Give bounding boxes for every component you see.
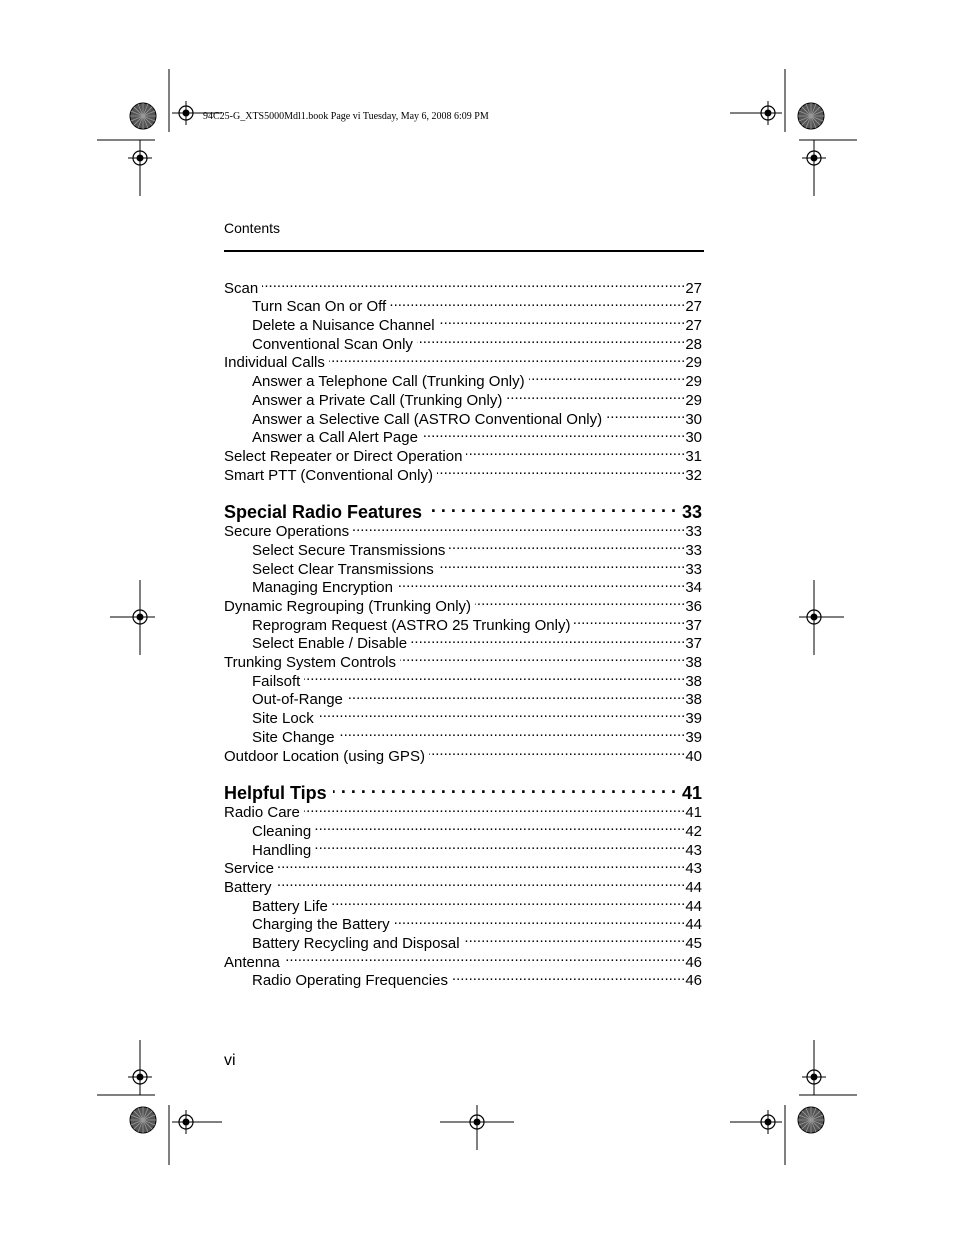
table-of-contents <box>224 274 702 990</box>
toc-entry-title: Radio Care <box>224 804 300 822</box>
toc-entry-title: Individual Calls <box>224 354 325 372</box>
toc-page-number: 27 <box>685 279 702 297</box>
toc-entry-title: Site Change <box>252 728 335 746</box>
dot-leader <box>475 592 685 611</box>
dot-leader <box>529 367 686 386</box>
toc-page-number: 44 <box>685 897 702 915</box>
toc-page-number: 27 <box>685 317 702 335</box>
dot-leader <box>353 518 685 537</box>
toc-page-number: 34 <box>685 579 702 597</box>
toc-page-number: 30 <box>685 429 702 447</box>
dot-leader <box>284 948 685 967</box>
dot-leader <box>397 574 685 593</box>
dot-leader <box>276 873 686 892</box>
dot-leader <box>438 555 686 574</box>
toc-page-number: 33 <box>685 523 702 541</box>
toc-page-number: 39 <box>685 728 702 746</box>
toc-page-number: 36 <box>685 598 702 615</box>
print-slug: 94C25-G_XTS5000Mdl1.book Page vi Tuesday, May 6, 2008 6:09 PM <box>203 111 489 122</box>
toc-entry-title: Radio Operating Frequencies <box>252 972 448 990</box>
toc-entry <box>224 892 702 915</box>
toc-entry-title: Site Lock <box>252 710 314 728</box>
dot-leader <box>347 686 685 705</box>
dot-leader <box>429 742 685 761</box>
toc-entry <box>224 873 702 896</box>
toc-chapter-heading <box>224 496 702 522</box>
toc-entry-title: Answer a Private Call (Trunking Only) <box>252 391 503 409</box>
toc-entry-title: Answer a Call Alert Page <box>252 429 418 447</box>
dot-leader <box>506 386 685 405</box>
toc-entry-title: Conventional Scan Only <box>252 335 413 353</box>
toc-entry <box>224 948 702 971</box>
toc-page-number: 29 <box>685 373 702 391</box>
toc-entry-title: Answer a Selective Call (ASTRO Conventional Only) <box>252 410 603 428</box>
dot-leader <box>304 667 685 686</box>
dot-leader <box>315 817 685 836</box>
toc-page-number: 46 <box>685 953 702 971</box>
toc-page-number: 44 <box>685 878 702 896</box>
toc-entry-title: Select Repeater or Direct Operation <box>224 447 463 465</box>
toc-page-number: 33 <box>681 501 702 522</box>
toc-page-number: 43 <box>685 841 702 859</box>
toc-entry-title: Battery <box>224 878 272 896</box>
dot-leader <box>400 648 685 667</box>
toc-entry-title: Cleaning <box>252 822 312 840</box>
toc-entry-title: Service <box>224 860 275 878</box>
toc-entry-title: Antenna <box>224 953 280 971</box>
toc-page-number: 39 <box>685 710 702 728</box>
toc-entry-title: Special Radio Features <box>224 501 423 522</box>
dot-leader <box>464 929 686 948</box>
toc-page-number: 38 <box>685 672 702 690</box>
toc-page-number: 37 <box>685 616 702 634</box>
toc-entry-title: Charging the Battery <box>252 916 390 934</box>
toc-entry-title: Scan <box>224 279 259 297</box>
toc-page-number: 41 <box>681 782 702 803</box>
toc-entry-title: Out-of-Range <box>252 691 343 709</box>
toc-page-number: 27 <box>685 298 702 316</box>
dot-leader <box>452 967 685 986</box>
toc-entry-title: Helpful Tips <box>224 782 327 803</box>
dot-leader <box>466 442 685 461</box>
toc-entry-title: Secure Operations <box>224 523 350 541</box>
header-rule <box>224 250 704 252</box>
toc-entry-title: Smart PTT (Conventional Only) <box>224 466 433 484</box>
toc-page-number: 38 <box>685 691 702 709</box>
toc-entry <box>224 855 702 878</box>
toc-entry-title: Dynamic Regrouping (Trunking Only) <box>224 598 472 615</box>
toc-entry-title: Select Secure Transmissions <box>252 541 446 559</box>
toc-entry-title: Turn Scan On or Off <box>252 298 387 316</box>
toc-entry <box>224 274 702 297</box>
toc-entry-title: Select Enable / Disable <box>252 635 408 653</box>
page-number: vi <box>224 1052 236 1069</box>
dot-leader <box>428 496 682 518</box>
dot-leader <box>449 536 685 555</box>
dot-leader <box>333 777 682 799</box>
dot-leader <box>318 704 686 723</box>
toc-page-number: 44 <box>685 916 702 934</box>
dot-leader <box>278 855 685 874</box>
dot-leader <box>315 836 685 855</box>
toc-page-number: 42 <box>685 822 702 840</box>
dot-leader <box>304 799 685 818</box>
toc-entry-title: Battery Recycling and Disposal <box>252 935 460 952</box>
toc-entry-title: Trunking System Controls <box>224 654 397 672</box>
toc-chapter-heading <box>224 777 702 803</box>
dot-leader <box>417 330 685 349</box>
dot-leader <box>332 892 685 911</box>
toc-entry-title: Battery Life <box>252 897 328 915</box>
dot-leader <box>394 911 686 930</box>
toc-entry-title: Answer a Telephone Call (Trunking Only) <box>252 373 525 391</box>
toc-entry-title: Failsoft <box>252 672 301 690</box>
toc-page-number: 45 <box>685 935 702 952</box>
toc-entry-title: Handling <box>252 841 312 859</box>
toc-page-number: 32 <box>685 466 702 484</box>
toc-page-number: 46 <box>685 972 702 990</box>
toc-page-number: 28 <box>685 335 702 353</box>
toc-entry-title: Select Clear Transmissions <box>252 560 434 578</box>
dot-leader <box>437 461 685 480</box>
toc-page-number: 29 <box>685 354 702 372</box>
toc-entry <box>224 967 702 990</box>
dot-leader <box>390 293 685 312</box>
toc-page-number: 41 <box>685 804 702 822</box>
dot-leader <box>439 311 686 330</box>
toc-page-number: 37 <box>685 635 702 653</box>
toc-page-number: 31 <box>685 447 702 465</box>
dot-leader <box>329 349 685 368</box>
toc-page-number: 30 <box>685 410 702 428</box>
toc-entry-title: Outdoor Location (using GPS) <box>224 747 425 765</box>
dot-leader <box>422 424 685 443</box>
toc-entry-title: Managing Encryption <box>252 579 393 597</box>
dot-leader <box>339 723 686 742</box>
dot-leader <box>262 274 685 293</box>
toc-entry-title: Delete a Nuisance Channel <box>252 317 435 335</box>
toc-entry <box>224 293 702 316</box>
toc-page-number: 38 <box>685 654 702 672</box>
toc-entry-title: Reprogram Request (ASTRO 25 Trunking Only) <box>252 616 571 634</box>
dot-leader <box>411 630 685 649</box>
dot-leader <box>574 611 685 630</box>
toc-page-number: 33 <box>685 541 702 559</box>
toc-page-number: 29 <box>685 391 702 409</box>
toc-page-number: 43 <box>685 860 702 878</box>
running-head: Contents <box>224 220 281 236</box>
dot-leader <box>606 405 685 424</box>
toc-page-number: 33 <box>685 560 702 578</box>
toc-page-number: 40 <box>685 747 702 765</box>
